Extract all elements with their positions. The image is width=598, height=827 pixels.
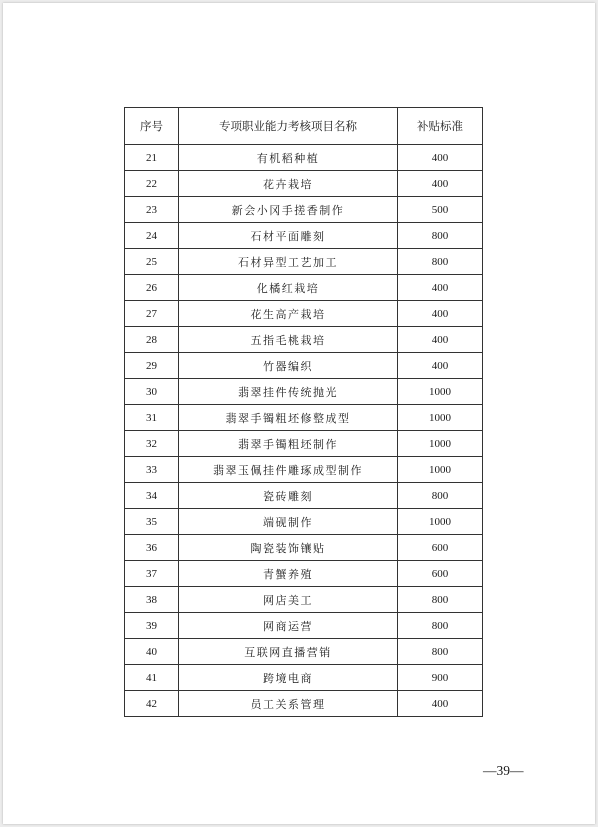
table-row	[125, 535, 483, 561]
cell-serial-number: 22	[125, 171, 179, 197]
cell-project-name: 陶瓷装饰镶贴	[179, 535, 398, 561]
cell-subsidy-standard: 800	[398, 587, 483, 613]
cell-serial-number: 42	[125, 691, 179, 717]
cell-subsidy-standard: 600	[398, 535, 483, 561]
cell-serial-number: 40	[125, 639, 179, 665]
cell-project-name: 竹器编织	[179, 353, 398, 379]
table-header	[125, 108, 483, 145]
table-row	[125, 171, 483, 197]
cell-project-name: 化橘红栽培	[179, 275, 398, 301]
cell-serial-number: 37	[125, 561, 179, 587]
cell-subsidy-standard: 400	[398, 353, 483, 379]
cell-project-name: 花生高产栽培	[179, 301, 398, 327]
cell-subsidy-standard: 900	[398, 665, 483, 691]
table-row	[125, 249, 483, 275]
table-row	[125, 145, 483, 171]
cell-subsidy-standard: 1000	[398, 405, 483, 431]
cell-project-name: 石材异型工艺加工	[179, 249, 398, 275]
table-row	[125, 639, 483, 665]
cell-project-name: 网商运营	[179, 613, 398, 639]
cell-serial-number: 27	[125, 301, 179, 327]
table-row	[125, 327, 483, 353]
header-project-name: 专项职业能力考核项目名称	[179, 108, 398, 145]
table-row	[125, 405, 483, 431]
table-row	[125, 379, 483, 405]
page-number: —39—	[483, 763, 524, 778]
cell-subsidy-standard: 1000	[398, 379, 483, 405]
table-header-row	[125, 108, 483, 145]
cell-project-name: 有机稻种植	[179, 145, 398, 171]
cell-serial-number: 41	[125, 665, 179, 691]
cell-project-name: 网店美工	[179, 587, 398, 613]
cell-subsidy-standard: 800	[398, 223, 483, 249]
table-row	[125, 691, 483, 717]
cell-subsidy-standard: 400	[398, 275, 483, 301]
table-row	[125, 561, 483, 587]
cell-project-name: 员工关系管理	[179, 691, 398, 717]
table-row	[125, 197, 483, 223]
cell-project-name: 翡翠手镯粗坯制作	[179, 431, 398, 457]
cell-project-name: 翡翠玉佩挂件雕琢成型制作	[179, 457, 398, 483]
table-row	[125, 483, 483, 509]
table-row	[125, 509, 483, 535]
cell-subsidy-standard: 500	[398, 197, 483, 223]
cell-subsidy-standard: 800	[398, 613, 483, 639]
cell-subsidy-standard: 400	[398, 301, 483, 327]
cell-serial-number: 23	[125, 197, 179, 223]
cell-subsidy-standard: 1000	[398, 431, 483, 457]
cell-serial-number: 32	[125, 431, 179, 457]
table-row	[125, 613, 483, 639]
cell-subsidy-standard: 800	[398, 249, 483, 275]
cell-subsidy-standard: 800	[398, 639, 483, 665]
cell-serial-number: 24	[125, 223, 179, 249]
cell-subsidy-standard: 1000	[398, 509, 483, 535]
cell-subsidy-standard: 400	[398, 145, 483, 171]
header-serial-number: 序号	[125, 108, 179, 145]
cell-serial-number: 38	[125, 587, 179, 613]
table-row	[125, 275, 483, 301]
cell-project-name: 跨境电商	[179, 665, 398, 691]
cell-serial-number: 33	[125, 457, 179, 483]
cell-project-name: 互联网直播营销	[179, 639, 398, 665]
table-row	[125, 457, 483, 483]
table-body	[125, 145, 483, 717]
cell-serial-number: 26	[125, 275, 179, 301]
cell-serial-number: 29	[125, 353, 179, 379]
cell-project-name: 瓷砖雕刻	[179, 483, 398, 509]
subsidy-standard-table	[124, 107, 483, 717]
cell-subsidy-standard: 400	[398, 691, 483, 717]
cell-project-name: 青蟹养殖	[179, 561, 398, 587]
cell-subsidy-standard: 800	[398, 483, 483, 509]
cell-serial-number: 21	[125, 145, 179, 171]
cell-serial-number: 39	[125, 613, 179, 639]
cell-project-name: 新会小冈手搓香制作	[179, 197, 398, 223]
cell-serial-number: 34	[125, 483, 179, 509]
table-row	[125, 223, 483, 249]
cell-subsidy-standard: 400	[398, 171, 483, 197]
cell-project-name: 五指毛桃栽培	[179, 327, 398, 353]
cell-project-name: 端砚制作	[179, 509, 398, 535]
cell-project-name: 石材平面雕刻	[179, 223, 398, 249]
cell-subsidy-standard: 400	[398, 327, 483, 353]
document-page	[3, 3, 595, 824]
table-row	[125, 353, 483, 379]
table-row	[125, 665, 483, 691]
table-row	[125, 301, 483, 327]
table-row	[125, 431, 483, 457]
cell-subsidy-standard: 600	[398, 561, 483, 587]
cell-project-name: 翡翠手镯粗坯修整成型	[179, 405, 398, 431]
cell-serial-number: 36	[125, 535, 179, 561]
header-subsidy-standard: 补贴标准	[398, 108, 483, 145]
cell-serial-number: 30	[125, 379, 179, 405]
cell-project-name: 花卉栽培	[179, 171, 398, 197]
cell-serial-number: 35	[125, 509, 179, 535]
cell-serial-number: 28	[125, 327, 179, 353]
cell-project-name: 翡翠挂件传统抛光	[179, 379, 398, 405]
table-row	[125, 587, 483, 613]
cell-serial-number: 25	[125, 249, 179, 275]
cell-serial-number: 31	[125, 405, 179, 431]
cell-subsidy-standard: 1000	[398, 457, 483, 483]
